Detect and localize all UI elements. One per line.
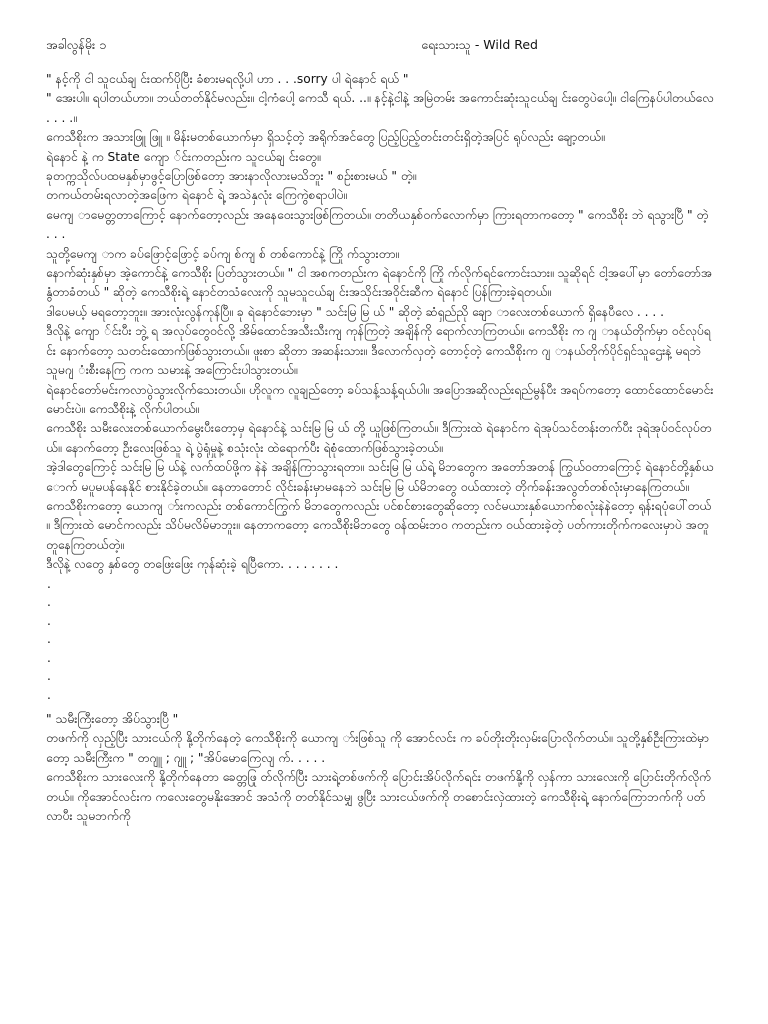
paragraph: ရဲနောင်တော်မင်းကလာပွဲသွားလိုက်သေးတယ်။ ဟိုလူက လူချည်တော့ ခပ်သန့်သန့်ရယ်ပါ။ အပြောအဆိုလည်းရည်မွန်ပီး အရပ်ကတော့ ထောင်ထောင်မောင်းမောင်းပဲ။ ကေသီစိုးနဲ့ လိုက်ပါတယ်။ [46, 382, 714, 416]
dot-line: . [47, 687, 51, 702]
paragraph: အဲ့ဒါတွေကြောင့် သင်းမြ မြ ယ်နဲ့ လက်ထပ်ဖို့က နဲနဲ အချိန်ကြာသွားရတာ။ သင်းမြ မြ ယ်ရဲ့ မိဘတွေက အတော်အတန် ကြွယ်ဝတာကြောင့် ရဲနောင်တို့နှစ်ယောက် မပူမပန်နေနိုင် စားနိုင်ခဲ့တယ်။ နေတာတောင် လိုင်းခန်းမှာမနေဘဲ သင်းမြ မြ ယ်မိဘတွေ ဝယ်ထားတဲ့ တိုက်ခန်းအလွတ်တစ်လုံးမှာနေကြတယ်။ [46, 460, 714, 494]
paragraph: ဒါပေမယ့် မရတော့ဘူး။ အားလုံးလွန်ကုန်ပြီ။ ခု ရဲနောင်ဘေးမှာ " သင်းမြ မြ ယ် " ဆိုတဲ့ ဆံရှည်ညို ချော ာလေးတစ်ယောက် ရှိနေပီလေ . . . . [46, 304, 664, 319]
paragraph: ဒီလိုနဲ့ ကျော ်င်းပီး ဘွဲ့ ရ အလုပ်တွေဝင်လို့ အိမ်ထောင်အသီးသီးကျ ကုန်ကြတဲ့ အချိန်ကို ရောက်လာကြတယ်။ ကေသီစိုး က ဂျ ာနယ်တိုက်မှာ ဝင်လုပ်ရင်း နောက်တော့ သတင်းထောက်ဖြစ်သွားတယ်။ ဖူးစာ ဆိုတာ အဆန်းသား။ ဒီလောက်လှတဲ့ တောင့်တဲ့ ကေသီစိုးက ဂျ ာနယ်တိုက်ပိုင်ရှင်သူဌေးနဲ့ မရဘဲ သူမဂျ ံးစီးနေကြ ကက သမားနဲ့ အကြောင်းပါသွားတယ်။ [46, 324, 711, 378]
paragraph: သူတို့မေကျ ာက ခပ်ဖြောင့်ဖြောင့် ခပ်ကျ စ်ကျ စ် တစ်ကောင်နဲ့ ကြို က်သွားတာ။ [46, 246, 400, 261]
story-body [46, 70, 714, 827]
paragraph: ကေသီစိုးက သားလေးကို နို့တိုက်နေတာ ခေတ္တဖြု တ်လိုက်ပြီး သားရဲ့တစ်ဖက်ကို ပြောင်းအိပ်လိုက်ရင်း တဖက်နို့ကို လှန်ကာ သားလေးကို ပြောင်းတိုက်လိုက်တယ်။ ကိုအောင်လင်းက ကလေးတွေမနိုးအောင် အသံကို တတ်နိုင်သမျှ ဖွပြီး သားငယ်ဖက်ကို တစောင်းလှဲထားတဲ့ ကေသီစိုးရဲ့ နောက်ကြောဘက်ကို ပတ်လာပီး သူမဘက်ကို [46, 770, 711, 824]
dot-line: . [47, 650, 51, 665]
paragraph: ရဲနောင် နဲ့ က State ကျော ်င်းကတည်းက သူငယ်ချ င်းတွေ။ [46, 149, 321, 164]
dot-line: . [47, 595, 51, 610]
paragraph: " အေးပါ။ ရပါတယ်ဟာ။ ဘယ်တတ်နိုင်မလည်း။ ငါ့ကံပေါ့ ကေသီ ရယ်. ..။ နင့်နဲ့ငါနဲ့ အမြဲတမ်း အကောင်းဆုံးသူငယ်ချ င်းတွေပဲပေါ့။ ငါကြေနပ်ပါတယ်လေ . . . .။ [46, 91, 714, 125]
paragraph: မေကျ ာမေတ္တတာကြောင့် နောက်တော့လည်း အနေဝေးသွားဖြစ်ကြတယ်။ တတိယနှစ်ဝက်လောက်မှာ ကြားရတာကတော့ " ကေသီစိုး ဘဲ ရသွားပြီ " တဲ့ . . . [46, 207, 709, 242]
paragraph: နောက်ဆုံးနှစ်မှာ အဲ့ကောင်နဲ့ ကေသီစိုး ပြတ်သွားတယ်။ " ငါ အစကတည်းက ရဲနောင်ကို ကြို က်လိုက်ရင်ကောင်းသား။ သူဆိုရင် ငါ့အပေါ်မှာ တော်တော်အနွံတာခံတယ် " ဆိုတဲ့ ကေသီစိုးရဲ့ နောင်တသံလေးကို သူမသူငယ်ချ င်းအသိုင်းအဝိုင်းဆီက ရဲနောင် ပြန်ကြားခဲ့ရတယ်။ [46, 266, 712, 300]
paragraph: " သမီးကြီးတော့ အိပ်သွားပြီ " [46, 712, 179, 727]
page-header [46, 36, 714, 70]
paragraph: တဖက်ကို လှည့်ပြီး သားငယ်ကို နို့တိုက်နေတဲ့ ကေသီစိုးကို ယောကျ ာ်းဖြစ်သူ ကို အောင်လင်း က ခပ်တိုးတိုးလှမ်းပြောလိုက်တယ်။ သူတို့နှစ်ဦးကြားထဲမှာ တော့ သမီးကြီးက " တဂျူ ; ဂျူ ; "အိပ်မောကြေလျ က်. . . . . [46, 731, 709, 765]
paragraph: တကယ်တမ်းရလာတဲ့အဖြေက ရဲနောင် ရဲ့ အသဲနှလုံး ကြေကွဲစရာပါပဲ။ [46, 188, 348, 203]
author-line: ရေးသားသူ - Wild Red [421, 37, 538, 52]
paragraph: ခုတက္ကသိုလ်ပထမနှစ်မှာဖွင့်ပြောဖြစ်တော့ အားနာလိုလားမသိဘူး " စဉ်းစားမယ် " တဲ့။ [46, 169, 417, 184]
paragraph: ကေသီစိုး သမီးလေးတစ်ယောက်မွေးပီးတော့မှ ရဲနောင်နဲ့ သင်းမြ မြ ယ် တို့ ယူဖြစ်ကြတယ်။ ဒီကြားထဲ ရဲနောင်က ရဲအုပ်သင်တန်းတက်ပီး ဒုရဲအုပ်ဝင်လုပ်တယ်။ နောက်တော့ ဦးလေးဖြစ်သူ ရဲ့ ပွဲရုံမှုနဲ့ စသုံးလုံး ထဲရောက်ပီး ရဲစုံထောက်ဖြစ်သွားခဲ့တယ်။ [46, 421, 712, 455]
scene-break-dots [46, 575, 714, 705]
dot-line: . [47, 669, 51, 684]
paragraph: ကေသီစိုးကတော့ ယောကျ ာ်းကလည်း တစ်ကောင်ကြွက် မိဘတွေကလည်း ပင်စင်စားတွေဆိုတော့ လင်မယားနှစ်ယောက်စလုံးနဲနဲတော့ ရုန်းရပုံပေါ်တယ်။ ဒီကြားထဲ မောင်ကလည်း သိပ်မလိမ်မာဘူး။ နေတာကတော့ ကေသီစိုးမိဘတွေ ဝန်ထမ်းဘဝ ကတည်းက ဝယ်ထားခဲ့တဲ့ ပတ်ကားတိုက်ကလေးမှာပဲ အတူတူနေကြတယ်တဲ့။ [46, 498, 712, 552]
chapter-title: အခါလွန်မိုး ၁ [46, 37, 107, 52]
paragraph: ဒီလိုနဲ့ လတွေ နှစ်တွေ တဖြေးဖြေး ကုန်ဆုံးခဲ့ ရပြီကော. . . . . . . . [46, 557, 339, 572]
dot-line: . [47, 576, 51, 591]
paragraph: " နင့်ကို ငါ သူငယ်ချ င်းထက်ပိုပြီး ခံစားမရလို့ပါ ဟာ . . .sorry ပါ ရဲနောင် ရယ် " [46, 72, 409, 86]
dot-line: . [47, 613, 51, 628]
dot-line: . [47, 632, 51, 647]
paragraph: ကေသီစိုးက အသားဖြူ ဖြူ ။ မိန်းမတစ်ယောက်မှာ ရှိသင့်တဲ့ အရိုက်အင်တွေ ပြည့်ပြည့်တင်းတင်းရှိတဲ့အပြင် ရုပ်လည်း ချော့တယ်။ [46, 130, 605, 145]
